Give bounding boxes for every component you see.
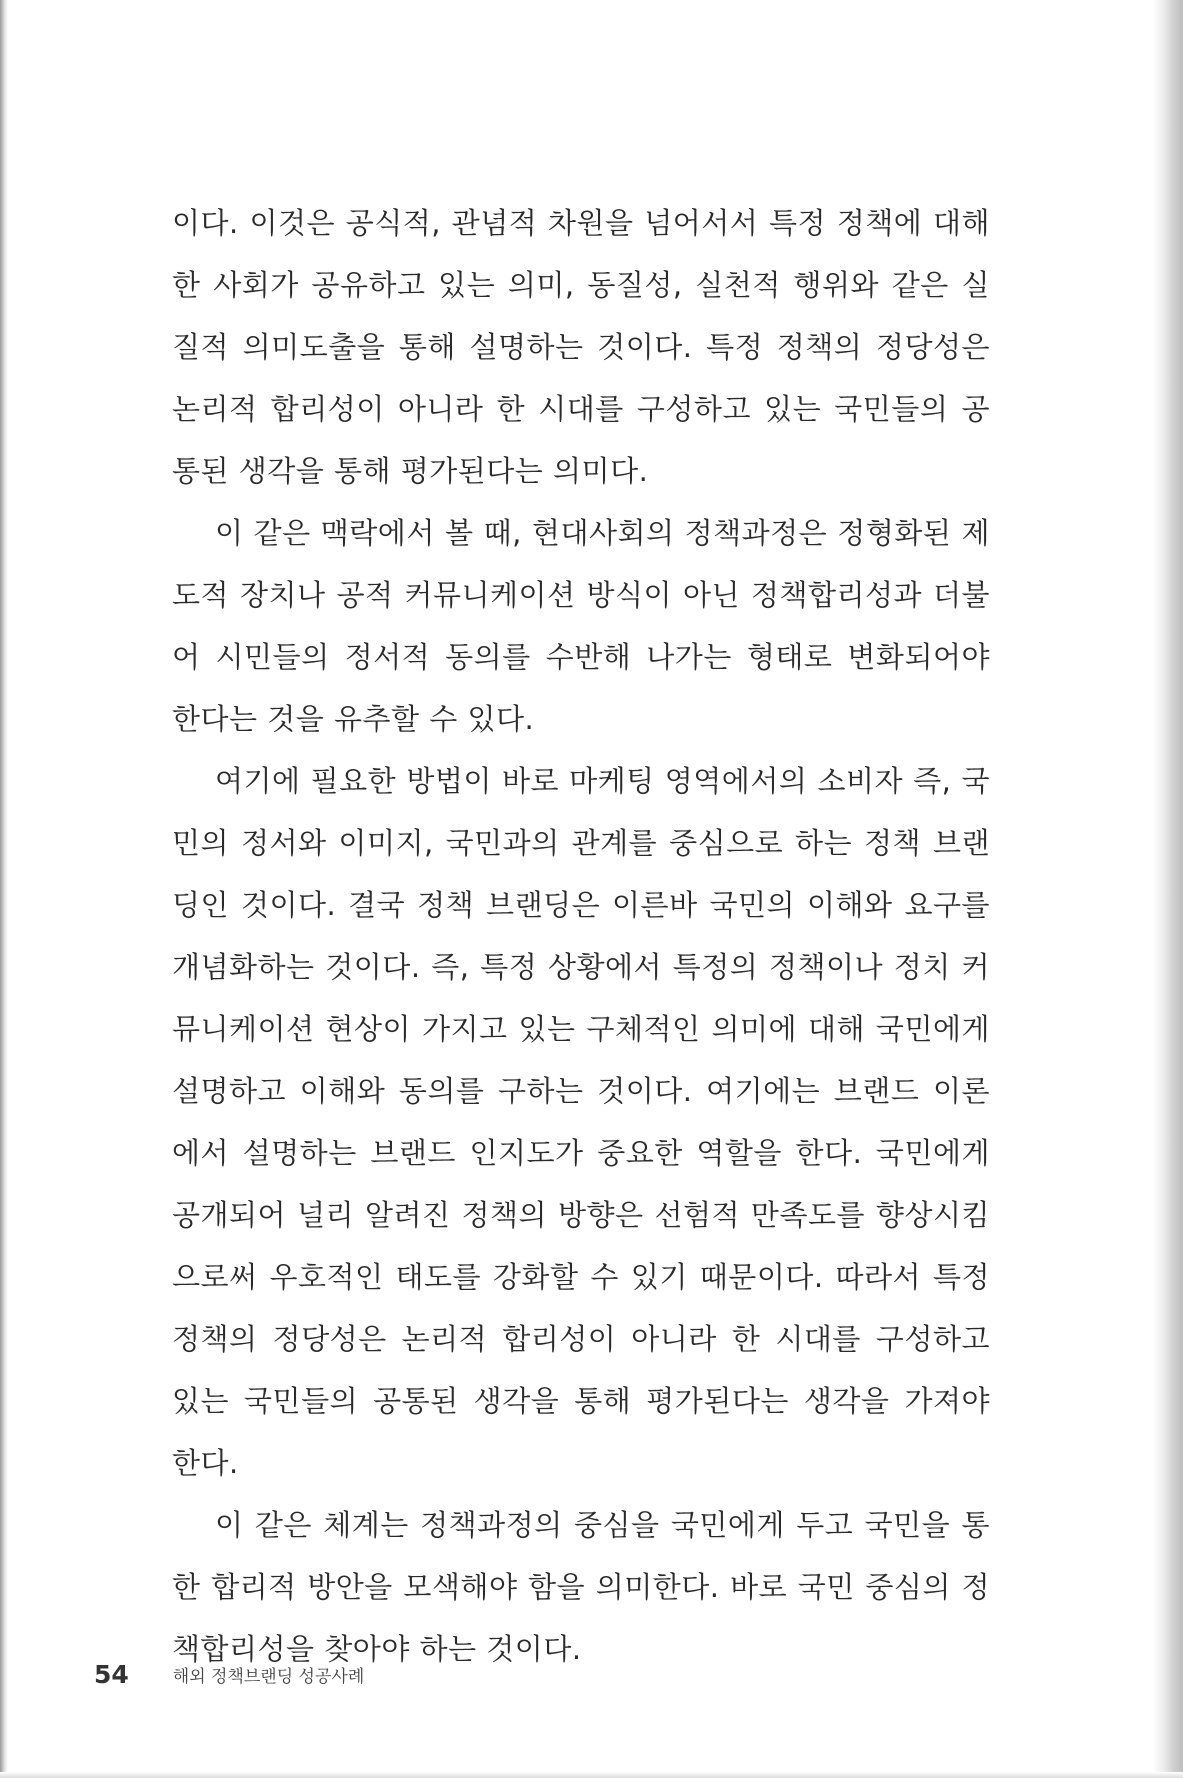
page-number: 54 bbox=[94, 1659, 129, 1689]
paragraph-1: 이다. 이것은 공식적, 관념적 차원을 넘어서서 특정 정책에 대해 한 사회가 공유하고 있는 의미, 동질성, 실천적 행위와 같은 실질적 의미도출을 통해 설명하는 것이다. 특정 정책의 정당성은 논리적 합리성이 아니라 한 시대를 구성하고 있는 국민들의 공통된 생각을 통해 평가된다는 의미다. bbox=[172, 206, 990, 488]
page-right-edge-shadow bbox=[1153, 0, 1183, 1778]
page-footer bbox=[94, 1654, 364, 1694]
paragraph-3: 여기에 필요한 방법이 바로 마케팅 영역에서의 소비자 즉, 국민의 정서와 이미지, 국민과의 관계를 중심으로 하는 정책 브랜딩인 것이다. 결국 정책 브랜딩은 이른바 국민의 이해와 요구를 개념화하는 것이다. 즉, 특정 상황에서 특정의 정책이나 정치 커뮤니케이션 현상이 가지고 있는 구체적인 의미에 대해 국민에게 설명하고 이해와 동의를 구하는 것이다. 여기에는 브랜드 이론에서 설명하는 브랜드 인지도가 중요한 역할을 한다. 국민에게 공개되어 널리 알려진 정책의 방향은 선험적 만족도를 향상시킴으로써 우호적인 태도를 강화할 수 있기 때문이다. 따라서 특정 정책의 정당성은 논리적 합리성이 아니라 한 시대를 구성하고 있는 국민들의 공통된 생각을 통해 평가된다는 생각을 가져야 한다. bbox=[172, 764, 990, 1480]
running-title: 해외 정책브랜딩 성공사례 bbox=[172, 1666, 365, 1687]
paragraph-4: 이 같은 체계는 정책과정의 중심을 국민에게 두고 국민을 통한 합리적 방안을 모색해야 함을 의미한다. 바로 국민 중심의 정책합리성을 찾아야 하는 것이다. bbox=[172, 1508, 990, 1666]
body-text bbox=[172, 192, 990, 1680]
page-bottom-edge bbox=[0, 1772, 1183, 1778]
page-left-edge bbox=[0, 0, 8, 1778]
paragraph-2: 이 같은 맥락에서 볼 때, 현대사회의 정책과정은 정형화된 제도적 장치나 공적 커뮤니케이션 방식이 아닌 정책합리성과 더불어 시민들의 정서적 동의를 수반해 나가는 형태로 변화되어야 한다는 것을 유추할 수 있다. bbox=[172, 516, 990, 736]
